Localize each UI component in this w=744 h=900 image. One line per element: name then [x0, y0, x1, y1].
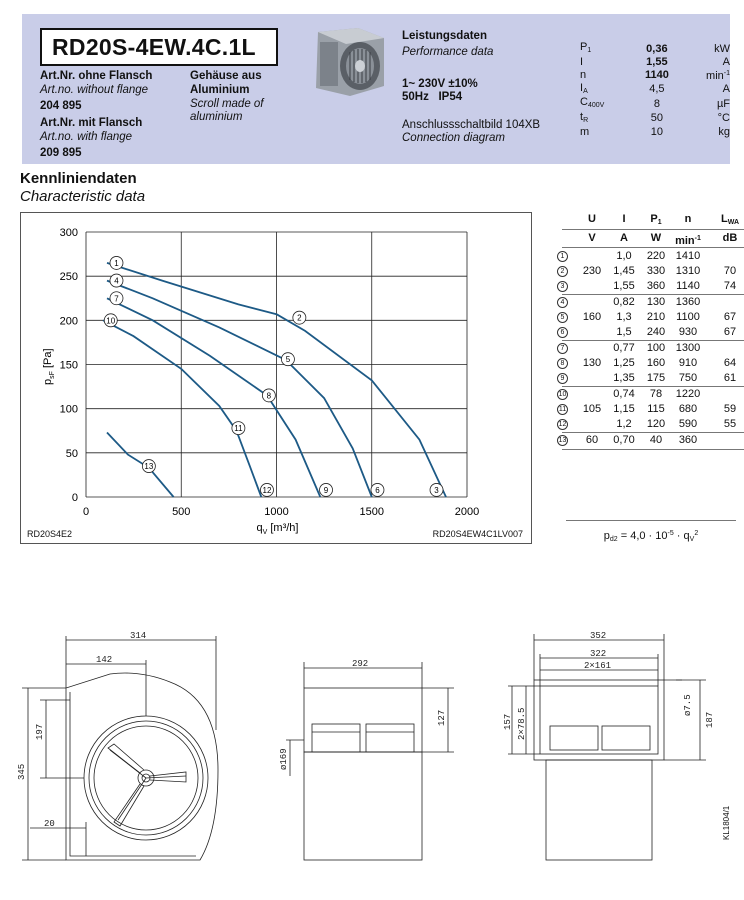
table-cell: 61: [723, 372, 737, 384]
y-tick-label: 100: [59, 403, 78, 416]
document-code: KL1804/1: [722, 805, 731, 840]
table-row: [558, 433, 744, 448]
dim-197: 197: [35, 723, 45, 740]
curve-label-text: 8: [266, 391, 272, 401]
unit-cell: A: [620, 232, 628, 244]
table-cell: 115: [647, 403, 665, 415]
table-cell: 1310: [675, 265, 701, 277]
table-cell: 130: [646, 296, 666, 308]
table-cell: 160: [646, 357, 666, 369]
row-number: 4: [557, 297, 568, 308]
perf-title: Leistungsdaten: [402, 30, 487, 42]
chart-footnote-left: RD20S4E2: [27, 529, 73, 539]
unit-cell: dB: [722, 232, 738, 244]
perf-row: [580, 68, 730, 83]
table-cell: 130: [582, 357, 602, 369]
connection-diagram-en: Connection diagram: [402, 132, 505, 144]
header-cell: n: [684, 213, 692, 225]
side-view-drawing: [286, 662, 454, 860]
dim-322: 322: [590, 649, 607, 659]
table-cell: 0,82: [613, 296, 635, 308]
table-cell: 1360: [675, 296, 701, 308]
table-cell: 60: [585, 434, 599, 446]
perf-value: 0,36: [646, 42, 668, 55]
table-cell: 175: [646, 372, 666, 384]
table-cell: 74: [723, 280, 737, 292]
curve-label-5: [281, 353, 294, 366]
table-cell: 220: [646, 250, 666, 262]
dim-292: 292: [352, 659, 369, 669]
table-row: [562, 310, 744, 325]
table-cell: 70: [723, 265, 737, 277]
y-tick-label: 200: [59, 315, 78, 328]
perf-value: 10: [650, 125, 664, 138]
row-number: 11: [558, 406, 567, 413]
dim-127: 127: [437, 709, 447, 726]
table-cell: 1140: [676, 280, 700, 292]
housing-label-1: Gehäuse aus: [190, 70, 262, 82]
table-cell: 330: [646, 265, 666, 277]
curve-label-text: 10: [106, 316, 116, 326]
table-cell: 1,45: [613, 265, 635, 277]
y-tick-label: 300: [59, 227, 78, 239]
table-cell: 0,70: [613, 434, 635, 446]
curve-label-text: 6: [375, 485, 380, 495]
housing-en-2: aluminium: [190, 111, 243, 123]
x-tick-label: 0: [82, 506, 90, 518]
table-cell: 67: [723, 311, 737, 323]
table-cell: 240: [646, 326, 666, 338]
perf-value: 4,5: [649, 83, 665, 96]
table-cell: 105: [582, 403, 602, 415]
table-cell: 590: [678, 418, 698, 430]
curve-label-text: 11: [234, 424, 243, 434]
y-tick-label: 250: [59, 271, 78, 284]
curve-label-4: [110, 274, 123, 287]
curve-label-9: [320, 483, 333, 496]
perf-row: [580, 57, 730, 69]
curve-label-text: 1: [114, 258, 119, 268]
table-cell: 0,74: [613, 388, 635, 400]
curve-label-6: [371, 483, 384, 496]
table-cell: 67: [723, 326, 737, 338]
artnr-flange-value: 209 895: [40, 147, 82, 159]
table-cell: 1,5: [616, 326, 632, 338]
curve-10: [103, 320, 236, 431]
unit-cell: $\min^{-1}$: [675, 235, 701, 247]
x-tick-label: 1500: [359, 506, 384, 518]
table-row: [558, 402, 744, 417]
dim-314: 314: [130, 631, 147, 641]
table-cell: 1,2: [616, 418, 632, 430]
dim-2x161: 2×161: [584, 661, 612, 671]
table-row: [562, 264, 744, 279]
curve-label-text: 5: [285, 355, 291, 365]
perf-symbol: $I_A$: [580, 81, 588, 95]
table-cell: 680: [678, 403, 698, 415]
curve-13: [107, 433, 174, 498]
table-cell: 1,35: [613, 372, 635, 384]
perf-value: 50: [650, 112, 664, 125]
table-cell: 1,0: [616, 250, 632, 262]
curve-label-11: [232, 422, 245, 435]
curve-label-7: [110, 292, 123, 305]
perf-row: [580, 127, 730, 139]
curve-label-text: 13: [144, 462, 154, 472]
row-number: 8: [557, 358, 568, 369]
perf-unit: µF: [716, 97, 730, 110]
section-subtitle: Characteristic data: [20, 188, 146, 205]
table-cell: 160: [582, 311, 602, 323]
perf-row: [580, 97, 730, 112]
table-cell: 1,25: [613, 357, 635, 369]
curve-label-text: 9: [323, 485, 329, 495]
table-cell: 750: [678, 372, 698, 384]
perf-symbol: $t_R$: [580, 110, 589, 124]
pressure-formula: $p_{d2} = 4,0 \cdot 10^{-5} \cdot q_V^2$: [566, 520, 736, 544]
housing-en-1: Scroll made of: [190, 98, 264, 110]
header-cell: $L_{WA}$: [720, 213, 739, 226]
x-axis-label: $q_V$ [m³/h]: [256, 522, 299, 536]
curve-label-text: 7: [114, 294, 119, 304]
perf-unit: A: [722, 83, 730, 96]
model-name: RD20S-4EW.4C.1L: [40, 28, 278, 66]
perf-value: 1,55: [646, 55, 668, 68]
table-cell: 1300: [675, 342, 701, 354]
table-header-symbols: [562, 212, 744, 227]
artnr-flange-en: Art.no. with flange: [40, 131, 133, 143]
perf-symbol: m: [580, 125, 590, 138]
row-number: 6: [557, 327, 568, 338]
table-row: [558, 417, 744, 432]
perf-value: 1140: [644, 68, 669, 81]
dim-7-5: ø7.5: [683, 694, 693, 716]
table-cell: 1,3: [616, 311, 632, 323]
curve-11: [237, 431, 262, 497]
table-cell: 930: [678, 326, 698, 338]
curve-label-3: [430, 483, 443, 496]
curve-label-1: [110, 256, 123, 269]
table-cell: 1,55: [613, 280, 635, 292]
dimension-drawings: [0, 600, 744, 900]
section-title: Kennliniendaten: [20, 170, 137, 187]
dim-157: 157: [503, 713, 513, 730]
artnr-flange-label: Art.Nr. mit Flansch: [40, 117, 143, 129]
dim-2x78-5: 2×78.5: [517, 707, 527, 740]
row-number: 2: [557, 266, 568, 277]
table-cell: 1410: [675, 250, 701, 262]
row-number: 9: [557, 373, 568, 384]
ip-rating: IP54: [438, 91, 463, 103]
table-row: [562, 279, 744, 294]
table-cell: 55: [723, 418, 737, 430]
row-number: 3: [557, 281, 568, 292]
curve-label-text: 2: [297, 313, 302, 323]
perf-row: [580, 112, 730, 127]
curve-1: [107, 263, 277, 314]
perf-symbol: I: [580, 55, 584, 68]
table-cell: 360: [646, 280, 666, 292]
table-cell: 230: [582, 265, 602, 277]
table-row: [562, 371, 744, 386]
curve-label-10: [104, 314, 117, 327]
table-cell: 1,15: [613, 403, 635, 415]
table-divider: [562, 449, 744, 450]
table-divider: [562, 229, 744, 230]
table-row: [562, 295, 744, 310]
housing-label-2: Aluminium: [190, 84, 250, 96]
artnr-no-flange-en: Art.no. without flange: [40, 84, 149, 96]
table-row: [562, 325, 744, 340]
curve-label-text: 12: [262, 485, 272, 495]
header-panel: [22, 14, 730, 164]
perf-unit: kg: [718, 125, 730, 138]
header-cell: U: [588, 213, 596, 225]
dim-345: 345: [17, 763, 27, 780]
connection-diagram-label: Anschlussschaltbild 104XB: [402, 119, 541, 131]
unit-cell: V: [588, 232, 596, 244]
curve-5: [286, 360, 372, 497]
voltage-spec: 1~ 230V ±10%: [402, 78, 478, 90]
x-tick-label: 2000: [454, 506, 480, 518]
table-cell: 210: [646, 311, 666, 323]
row-number: 13: [558, 437, 567, 444]
header-cell: $P_1$: [650, 213, 662, 226]
dim-352: 352: [590, 631, 607, 641]
perf-unit: A: [722, 55, 730, 68]
curve-label-12: [260, 483, 273, 496]
dim-20: 20: [44, 819, 55, 829]
characteristic-chart: [21, 213, 531, 543]
y-tick-label: 0: [71, 492, 78, 504]
perf-row: [580, 83, 730, 98]
perf-unit: $\min^{-1}$: [706, 70, 730, 83]
curve-label-13: [142, 460, 155, 473]
perf-symbol: $P_1$: [580, 41, 592, 54]
fan-product-image: [310, 24, 388, 100]
row-number: 1: [557, 251, 568, 262]
curve-label-2: [293, 311, 306, 324]
curve-label-text: 4: [114, 276, 119, 286]
row-number: 10: [558, 391, 567, 398]
perf-value: 8: [653, 97, 660, 110]
table-cell: 59: [723, 403, 737, 415]
table-cell: 120: [646, 418, 666, 430]
frequency-spec: 50Hz IP54: [402, 91, 463, 103]
table-cell: 1100: [676, 311, 700, 323]
artnr-no-flange-label: Art.Nr. ohne Flansch: [40, 70, 153, 82]
y-axis-label: $p_{sF}$ [Pa]: [42, 348, 56, 385]
table-cell: 100: [646, 342, 666, 354]
header-cell: I: [622, 213, 626, 225]
table-cell: 1220: [675, 388, 701, 400]
table-cell: 78: [649, 388, 663, 400]
table-header-units: [562, 231, 744, 246]
dim-169: ø169: [279, 748, 289, 770]
chart-frame: [20, 212, 532, 544]
row-number: 12: [558, 421, 567, 428]
row-number: 5: [557, 312, 568, 323]
y-tick-label: 150: [59, 359, 78, 372]
table-divider: [562, 247, 744, 248]
artnr-no-flange-value: 204 895: [40, 100, 82, 112]
table-cell: 910: [678, 357, 698, 369]
table-cell: 64: [723, 357, 737, 369]
dim-187: 187: [705, 711, 715, 728]
table-cell: 0,77: [613, 342, 635, 354]
perf-title-en: Performance data: [402, 46, 494, 58]
y-tick-label: 50: [65, 447, 78, 460]
table-row: [562, 356, 744, 371]
curve-8: [267, 395, 320, 497]
table-row: [562, 249, 744, 264]
table-cell: 40: [649, 434, 663, 446]
curve-label-text: 3: [434, 485, 439, 495]
table-row: [562, 341, 744, 356]
dim-142: 142: [96, 655, 113, 665]
perf-unit: °C: [717, 112, 730, 125]
perf-row: [580, 42, 730, 57]
chart-footnote-right: RD20S4EW4C1LV007: [432, 529, 523, 539]
perf-unit: kW: [714, 42, 730, 55]
x-tick-label: 1000: [264, 506, 289, 518]
x-tick-label: 500: [172, 506, 191, 518]
table-cell: 360: [678, 434, 698, 446]
perf-symbol: n: [580, 68, 587, 81]
row-number: 7: [557, 343, 568, 354]
performance-table: [580, 42, 730, 138]
table-row: [558, 387, 744, 402]
curve-label-8: [262, 389, 275, 402]
unit-cell: W: [650, 232, 662, 244]
perf-symbol: $C_{400V}$: [580, 96, 605, 110]
